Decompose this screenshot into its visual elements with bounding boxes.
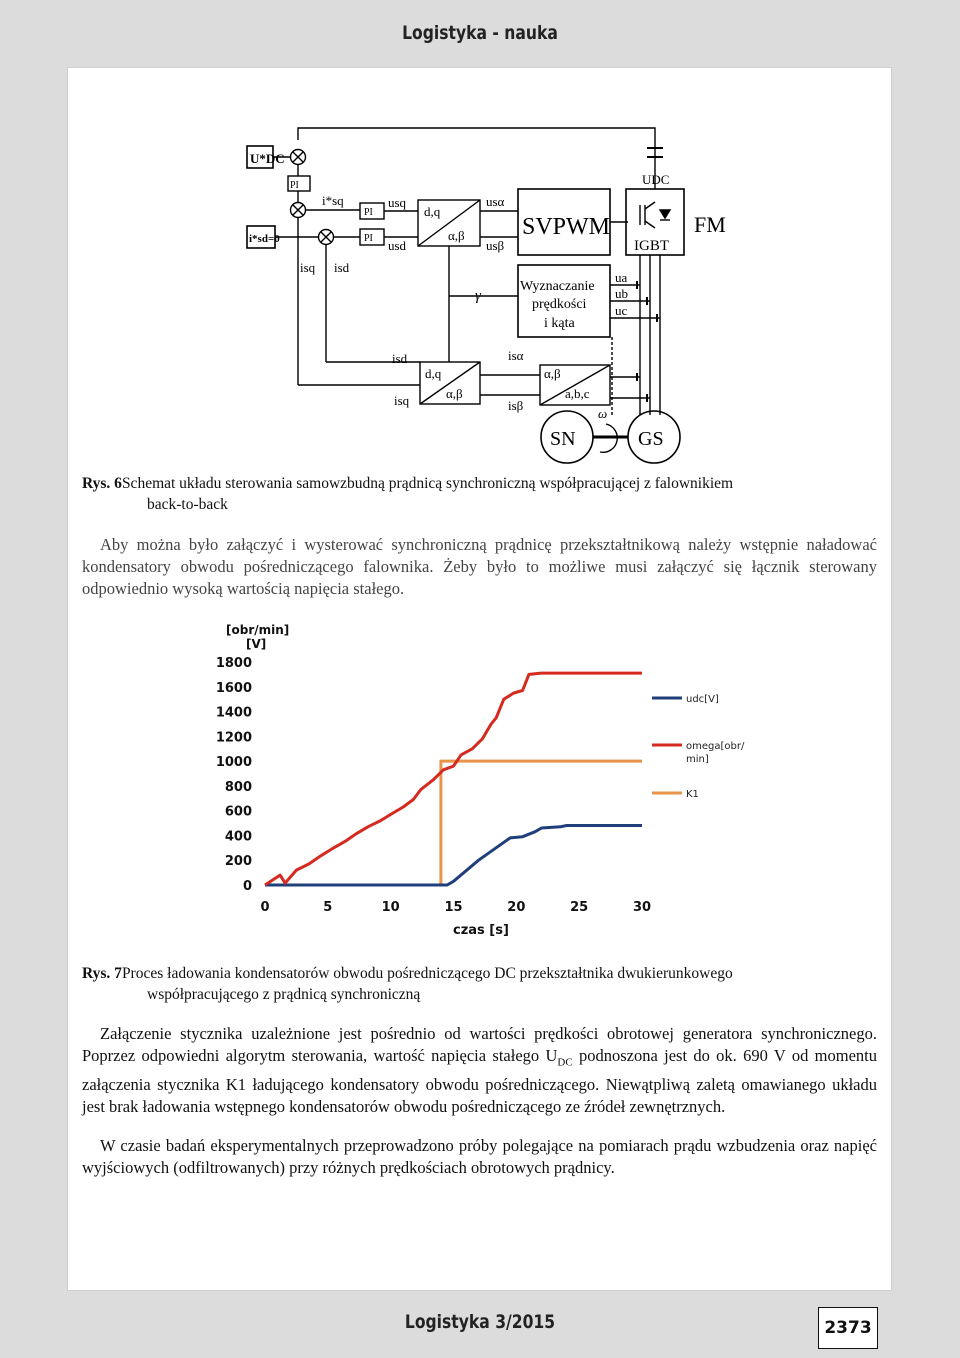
figure7-caption [82,963,733,984]
usq-label: usq [388,195,407,210]
y-tick-label: 1200 [215,730,252,746]
paragraph-2-part1: Załączenie stycznika uzależnione jest pośrednio od wartości prędkości obrotowej generatora synchronicznego. Poprzez odpowiedni algorytm sterowania, wartość napięcia stałego U [82,1024,877,1066]
y-tick-label: 400 [224,829,252,845]
pi-q-block: PI [364,207,373,218]
figure7-caption-line2: współpracującego z prądnicą synchroniczną [147,986,421,1003]
ab-abc-2: a,b,c [565,386,590,401]
y-tick-label: 1000 [215,755,252,771]
isbeta-label: isβ [508,398,524,413]
gamma-label: γ [475,288,481,304]
x-tick-label: 20 [507,900,526,915]
paragraph-2-part2: podnoszona jest do ok. 690 V od momentu załączenia stycznika K1 ładującego kondensatory obwodu pośredniczącego. Niewątpliwą zaletą omawianego układu jest brak ładowania wstępnego kondensatorów obwodu pośredniczącego ze źródeł zewnętrznych. [82,1046,877,1116]
paragraph-3: W czasie badań eksperymentalnych przeprowadzono próby polegające na pomiarach prądu wzbudzenia oraz napięć wyjściowych (odfiltrowanych) przy różnych prędkościach obrotowych prądnicy. [82,1136,877,1178]
legend-label-k1: K1 [686,789,699,800]
series-line-omega [265,673,642,885]
page-number: 2373 [818,1307,878,1349]
uc-label: uc [615,303,628,318]
journal-issue-footer: Logistyka 3/2015 [404,1311,556,1333]
y-tick-label: 800 [224,779,252,795]
charging-chart [205,615,765,945]
isq-ref-label: i*sq [322,193,344,208]
legend-label-omega: omega[obr/ min] [686,741,745,765]
series-line-k1 [265,761,642,885]
paragraph-1: Aby można było załączyć i wysterować synchroniczną prądnicę przekształtnikową należy wstępnie naładować kondensatory obwodu pośredniczącego falownika. Żeby było to możliwe musi załączyć się łącznik sterowany odpowiednio wysoką wartością napięcia stałego. [82,535,877,599]
y-tick-label: 1600 [215,680,252,696]
y-tick-label: 0 [242,879,252,894]
ub-label: ub [615,286,628,301]
chart-ylabel-2: [V] [246,637,267,651]
control-diagram [230,125,750,475]
chart-xlabel: czas [s] [453,923,509,938]
figure6-caption-line2: back-to-back [147,496,228,513]
gs-machine: GS [638,428,664,450]
figure6-label: Rys. 6 [82,475,122,492]
ua-label: ua [615,270,628,285]
y-tick-label: 1400 [215,705,252,721]
ab-abc-1: α,β [544,366,561,381]
figure7-label: Rys. 7 [82,965,122,982]
omega-label: ω [598,406,608,421]
x-tick-label: 25 [570,900,589,915]
isq-fb-label: isq [394,393,410,408]
legend-label-udc: udc[V] [686,694,719,705]
svpwm-block: SVPWM [522,214,611,240]
x-tick-label: 30 [632,900,652,915]
y-tick-label: 200 [224,854,252,870]
fm-label: FM [694,212,726,237]
figure6-caption [82,473,733,494]
figure7-caption-text: Proces ładowania kondensatorów obwodu pośredniczącego DC przekształtnika dwukierunkowego [121,965,733,982]
estimator-line3: i kąta [544,316,575,331]
isd-ref-label: i*sd=0 [249,233,280,245]
isq-feedback-label: isq [300,260,316,275]
udc-label: UDC [642,172,670,187]
igbt-label: IGBT [634,238,669,254]
paragraph-2-subscript: DC [557,1056,573,1069]
dq-ab-bottom-1: d,q [425,366,442,381]
usbeta-label: usβ [486,238,505,253]
journal-section-header: Logistyka - nauka [402,22,558,44]
x-tick-label: 15 [444,900,463,915]
udc-ref-label: U*DC [250,151,285,166]
usalpha-label: usα [486,194,505,209]
x-tick-label: 5 [323,900,333,915]
chart-ylabel-1: [obr/min] [226,623,290,637]
dq-ab-top-1: d,q [424,204,441,219]
estimator-line1: Wyznaczanie [520,279,595,294]
estimator-line2: prędkości [532,297,587,312]
dq-ab-bottom-2: α,β [446,386,463,401]
x-tick-label: 10 [381,900,400,915]
isalpha-label: isα [508,348,524,363]
y-tick-label: 1800 [215,656,252,671]
x-tick-label: 0 [260,900,270,915]
dq-ab-top-2: α,β [448,228,465,243]
pi-speed-block: PI [290,180,299,191]
isd-fb-label: isd [392,351,408,366]
paragraph-2 [82,1023,877,1118]
sn-machine: SN [550,428,576,450]
isd-feedback-label: isd [334,260,350,275]
pi-d-block: PI [364,233,373,244]
usd-label: usd [388,238,407,253]
y-tick-label: 600 [224,804,252,820]
figure6-caption-text: Schemat układu sterowania samowzbudną prądnicą synchroniczną współpracującej z falownikiem [121,475,734,492]
